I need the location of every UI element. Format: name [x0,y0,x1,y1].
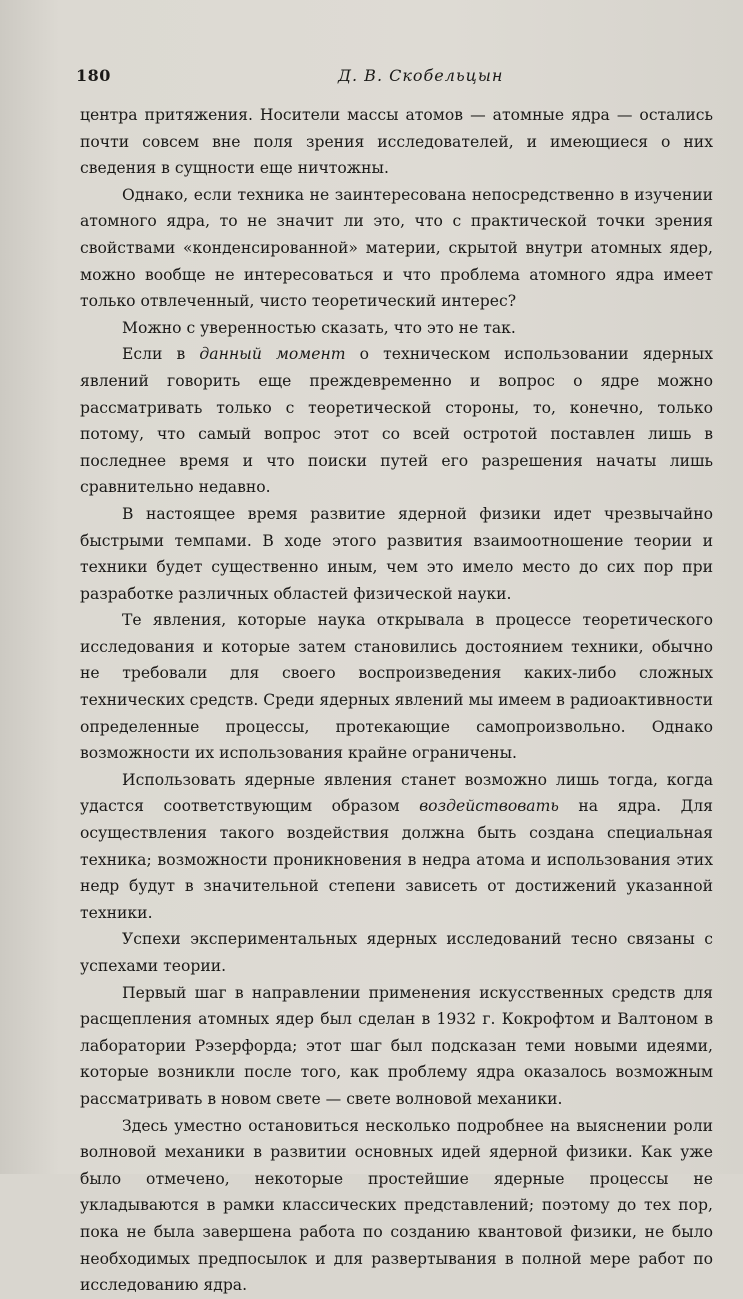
paragraph-text: Можно с уверенностью сказать, что это не так. [122,318,516,337]
paragraph [80,767,713,927]
paragraph [80,1113,713,1299]
emphasized-text: данный момент [199,345,346,364]
page-number: 180 [76,66,111,85]
paragraph-text: Первый шаг в направлении применения искусственных средств для расщепления атомных ядер был сделан в 1932 г. Кокрофтом и Валтоном в лаборатории Рэзерфорда; этот шаг был подсказан теми новыми идеями, которые возникли после того, как проблему ядра оказалось возможным рассматривать в новом свете — свете волновой механики. [80,983,713,1108]
paragraph-text: Здесь уместно остановиться несколько подробнее на выяснении роли волновой механики в развитии основных идей ядерной физики. Как уже было отмечено, некоторые простейшие ядерные процессы не укладываются в рамки классических представлений; поэтому до тех пор, пока не была завершена работа по созданию квантовой физики, не было необходимых предпосылок и для развертывания в полной мере работ по исследованию ядра. [80,1116,713,1295]
page-header [76,62,713,102]
paragraph-text: центра притяжения. Носители массы атомов — атомные ядра — остались почти совсем вне поля зрения исследователей, и имеющиеся о них сведения в сущности еще ничтожны. [80,106,713,178]
paragraph-text: Успехи экспериментальных ядерных исследований тесно связаны с успехами теории. [80,930,713,975]
paragraph [80,501,713,607]
paragraph-text: Если в [122,345,200,364]
paragraph-text: Использовать ядерные явления станет возможно лишь тогда, когда удастся соответствующим образом [80,770,713,816]
emphasized-text: воздействовать [419,797,559,816]
paragraph [80,102,713,182]
paragraph-text: В настоящее время развитие ядерной физики идет чрезвычайно быстрыми темпами. В ходе этого развития взаимоотношение теории и техники будет существенно иным, чем это имело место до сих пор при разработке различных областей физической науки. [80,504,713,603]
running-head: Д. В. Скобельцын [338,66,504,85]
paragraph [80,980,713,1113]
paragraph-text: Однако, если техника не заинтересована непосредственно в изучении атомного ядра, то не значит ли это, что с практической точки зрения свойствами «конденсированной» материи, скрытой внутри атомных ядер, можно вообще не интересоваться и что проблема атомного ядра имеет только отвлеченный, чисто теоретический интерес? [80,185,713,311]
paragraph [80,607,713,767]
paragraph-text: на ядра. Для осуществления такого воздействия должна быть создана специальная техника; возможности проникновения в недра атома и использования этих недр будут в значительной степени зависеть от достижений указанной техники. [80,797,713,922]
paragraph-text: Те явления, которые наука открывала в процессе теоретического исследования и которые затем становились достоянием техники, обычно не требовали для своего воспроизведения каких-либо сложных технических средств. Среди ядерных явлений мы имеем в радиоактивности определенные процессы, протекающие самопроизвольно. Однако возможности их использования крайне ограничены. [80,611,713,763]
paragraph-text: о техническом использовании ядерных явлений говорить еще преждевременно и вопрос о ядре можно рассматривать только с теоретической стороны, то, конечно, только потому, что самый вопрос этот со всей остротой поставлен лишь в последнее время и что поиски путей его разрешения начаты лишь сравнительно недавно. [80,345,713,497]
paragraph [80,182,713,315]
paragraph [80,926,713,979]
paragraph [80,315,713,342]
paragraph [80,341,713,501]
body-text [80,102,713,1299]
